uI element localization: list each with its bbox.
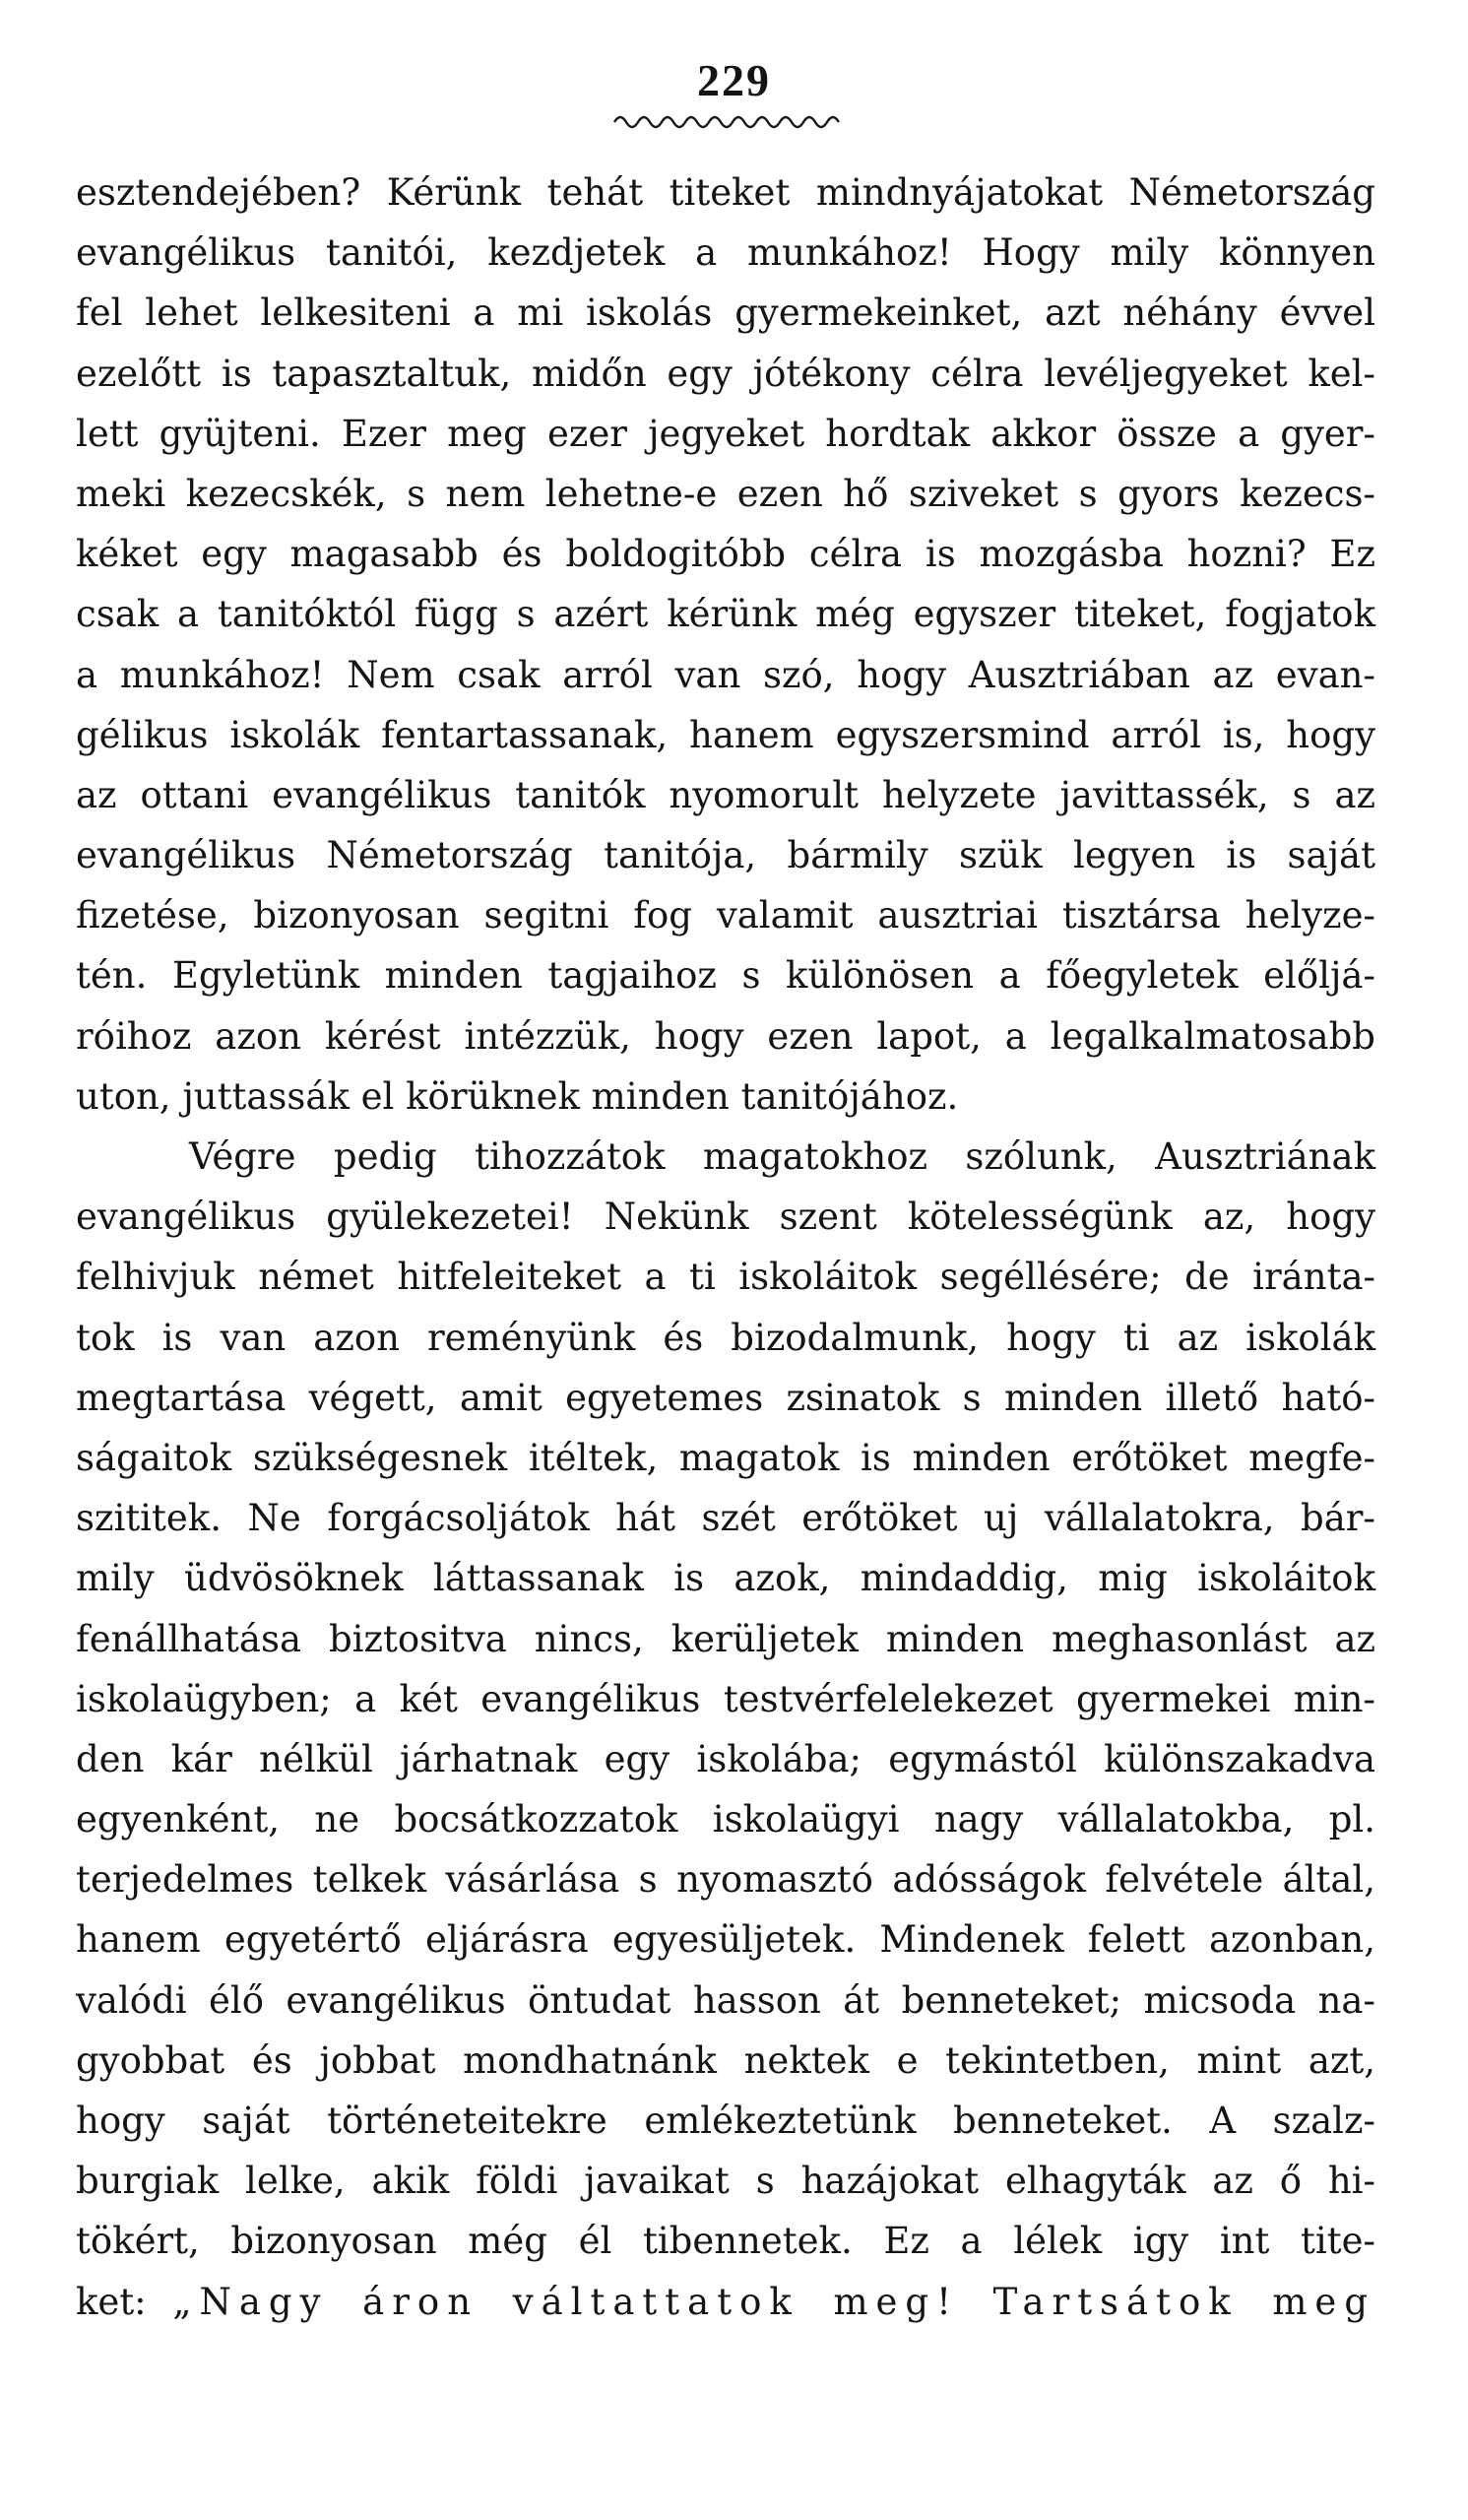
text-line: Végre pedig tihozzátok magatokhoz szólunk, Ausztriának bbox=[189, 1135, 1375, 1178]
text-line: tökért, bizonyosan még él tibennetek. Ez a lélek igy int tite- bbox=[76, 2220, 1375, 2263]
text-line: tok is van azon reményünk és bizodalmunk, hogy ti az iskolák bbox=[76, 1316, 1375, 1359]
text-line: kéket egy magasabb és boldogitóbb célra is mozgásba hozni? Ez bbox=[76, 533, 1375, 576]
text-line: szititek. Ne forgácsoljátok hát szét erőtöket uj vállalatokra, bár- bbox=[76, 1497, 1375, 1540]
text-line: lett gyüjteni. Ezer meg ezer jegyeket hordtak akkor össze a gyer- bbox=[76, 412, 1375, 455]
text-line: róihoz azon kérést intézzük, hogy ezen lapot, a legalkalmatosabb bbox=[76, 1014, 1375, 1058]
text-line: valódi élő evangélikus öntudat hasson át benneteket; micsoda na- bbox=[76, 1978, 1375, 2022]
wavy-rule-ornament bbox=[610, 110, 847, 132]
text-line: evangélikus Németország tanitója, bármily szük legyen is saját bbox=[76, 834, 1375, 877]
text-line: den kár nélkül járhatnak egy iskolába; egymástól különszakadva bbox=[76, 1737, 1375, 1780]
text-line: terjedelmes telkek vásárlása s nyomasztó adósságok felvétele által, bbox=[76, 1858, 1375, 1902]
final-line-spaced-quote: „Nagy áron váltattatok meg! Tartsátok meg bbox=[172, 2280, 1376, 2323]
text-line: uton, juttassák el körüknek minden tanitójához. bbox=[76, 1074, 959, 1118]
text-line: megtartása végett, amit egyetemes zsinatok s minden illető ható- bbox=[76, 1376, 1375, 1419]
text-line: tén. Egyletünk minden tagjaihoz s különösen a főegyletek előljá- bbox=[76, 954, 1375, 998]
page-number: 229 bbox=[697, 55, 771, 105]
text-line: ságaitok szükségesnek itéltek, magatok is minden erőtöket megfe- bbox=[76, 1436, 1375, 1479]
text-line: mily üdvösöknek láttassanak is azok, mindaddig, mig iskoláitok bbox=[76, 1557, 1375, 1600]
text-line: egyenként, ne bocsátkozzatok iskolaügyi nagy vállalatokba, pl. bbox=[76, 1798, 1375, 1842]
text-line: burgiak lelke, akik földi javaikat s hazájokat elhagyták az ő hi- bbox=[76, 2160, 1375, 2203]
text-line: gélikus iskolák fentartassanak, hanem egyszersmind arról is, hogy bbox=[76, 713, 1375, 756]
text-line: esztendejében? Kérünk tehát titeket mindnyájatokat Németország bbox=[76, 171, 1375, 214]
text-line: az ottani evangélikus tanitók nyomorult helyzete javittassék, s az bbox=[76, 773, 1375, 816]
text-line: fel lehet lelkesiteni a mi iskolás gyermekeinket, azt néhány évvel bbox=[76, 291, 1375, 335]
text-line: meki kezecskék, s nem lehetne-e ezen hő sziveket s gyors kezecs- bbox=[76, 472, 1375, 515]
text-line: fenállhatása biztositva nincs, kerüljetek minden meghasonlást az bbox=[76, 1617, 1375, 1660]
final-line-lead: ket: bbox=[76, 2280, 147, 2323]
text-line: gyobbat és jobbat mondhatnánk nektek e tekintetben, mint azt, bbox=[76, 2038, 1375, 2082]
body-text bbox=[76, 162, 1375, 2332]
text-line: felhivjuk német hitfeleiteket a ti iskoláitok segéllésére; de iránta- bbox=[76, 1256, 1375, 1299]
text-line: evangélikus gyülekezetei! Nekünk szent kötelességünk az, hogy bbox=[76, 1195, 1375, 1239]
text-line: evangélikus tanitói, kezdjetek a munkához! Hogy mily könnyen bbox=[76, 231, 1375, 275]
text-line: iskolaügyben; a két evangélikus testvérfelelekezet gyermekei min- bbox=[76, 1677, 1375, 1720]
text-line: ezelőtt is tapasztaltuk, midőn egy jótékony célra levéljegyeket kel- bbox=[76, 352, 1375, 395]
text-line: a munkához! Nem csak arról van szó, hogy Ausztriában az evan- bbox=[76, 653, 1375, 696]
text-line: hanem egyetértő eljárásra egyesüljetek. Mindenek felett azonban, bbox=[76, 1918, 1375, 1962]
text-line: hogy saját történeteitekre emlékeztetünk benneteket. A szalz- bbox=[76, 2100, 1375, 2142]
text-line-final bbox=[76, 2272, 1375, 2332]
text-line: fizetése, bizonyosan segitni fog valamit ausztriai tisztársa helyze- bbox=[76, 894, 1375, 937]
text-line: csak a tanitóktól függ s azért kérünk még egyszer titeket, fogjatok bbox=[76, 593, 1375, 636]
